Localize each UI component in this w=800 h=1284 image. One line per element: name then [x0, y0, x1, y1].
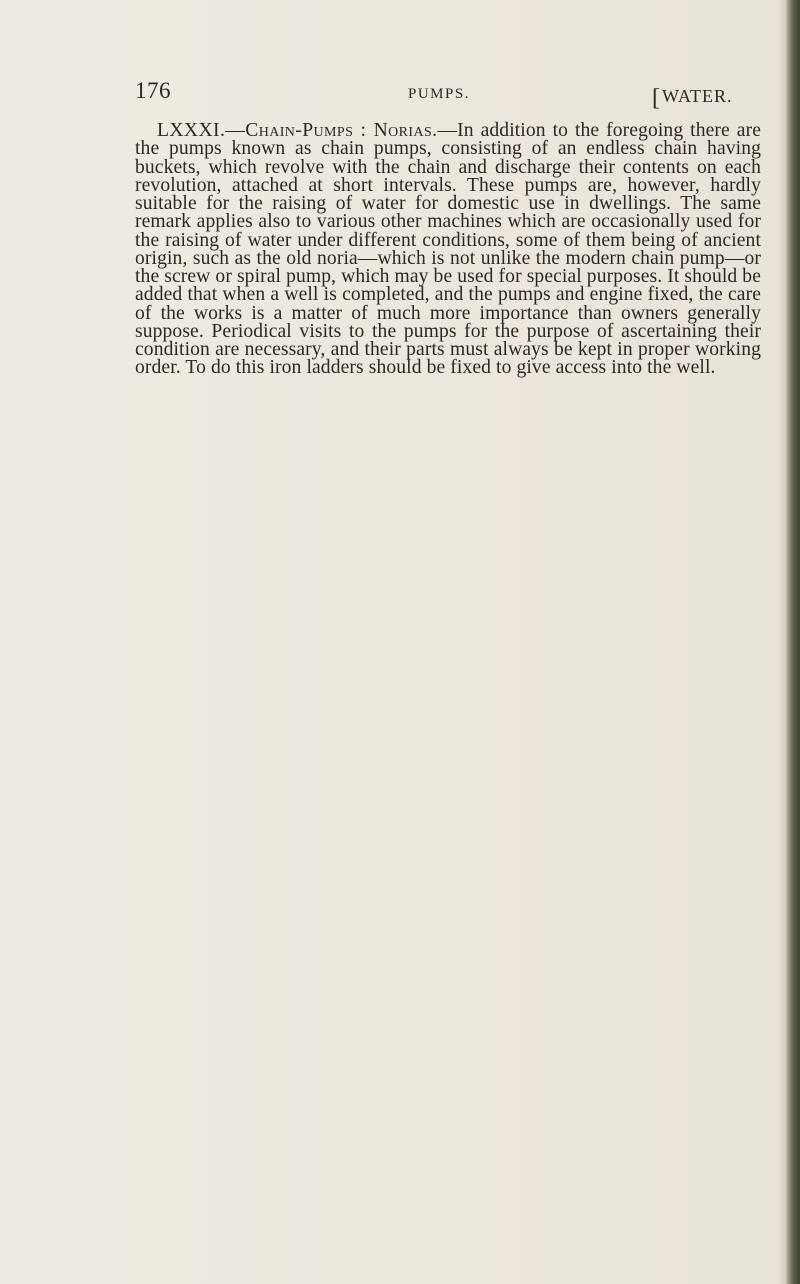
body-paragraph [135, 122, 761, 378]
page-number: 176 [135, 78, 171, 103]
running-title: PUMPS. [408, 86, 470, 102]
paragraph-text: —In addition to the foregoing there are the pumps known as chain pumps, consisting of an endless chain having buckets, which revolve with the chain and discharge their contents on each revolution, attached at short intervals. These pumps are, however, hardly suitable for the raising of water for domestic use in dwellings. The same remark applies also to various other machines which are occasionally used for the raising of water under different conditions, some of them being of ancient origin, such as the old noria—which is not unlike the modern chain pump—or the screw or spiral pump, which may be used for special purposes. It should be added that when a well is completed, and the pumps and engine fixed, the care of the works is a matter of much more importance than owners generally suppose. Periodical visits to the pumps for the purpose of ascertaining their condition are necessary, and their parts must always be kept in proper working order. To do this iron ladders should be fixed to give access into the well. [135, 120, 761, 379]
section-bracket: [ [652, 85, 661, 111]
page-edge [786, 0, 800, 1284]
running-section-label: WATER. [662, 86, 733, 106]
running-head [135, 78, 775, 111]
section-heading: LXXXI.—Chain-Pumps : Norias. [157, 120, 438, 141]
running-section [652, 82, 733, 109]
